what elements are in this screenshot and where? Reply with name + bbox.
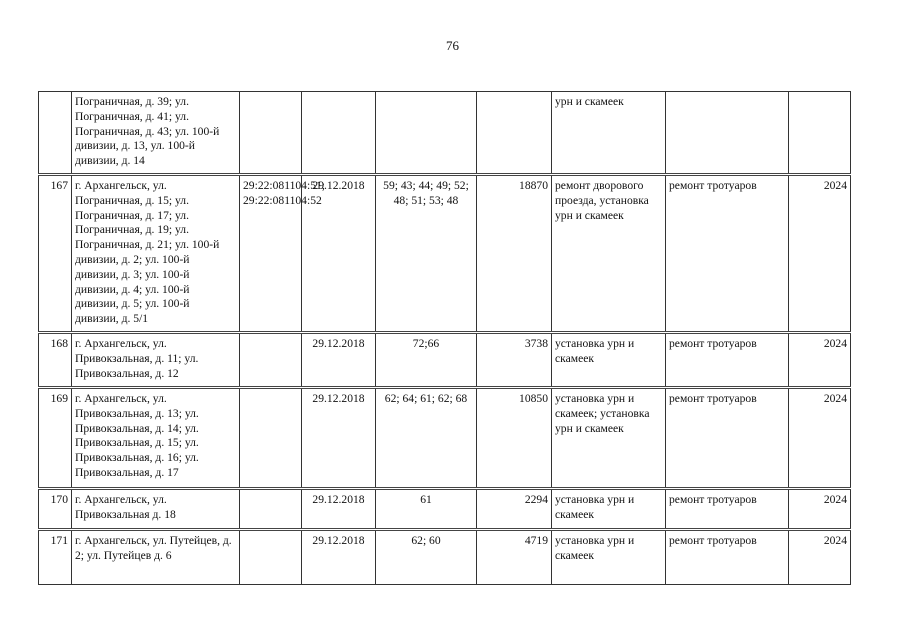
date-cell: 29.12.2018 <box>302 387 376 488</box>
year-cell: 2024 <box>789 175 851 333</box>
row-number <box>39 92 72 175</box>
additional-works-cell <box>666 92 789 175</box>
date-cell: 29.12.2018 <box>302 488 376 529</box>
area-cell: 4719 <box>477 529 552 584</box>
table-row <box>39 529 851 584</box>
works-cell: установка урн и скамеек <box>552 488 666 529</box>
units-cell: 62; 60 <box>376 529 477 584</box>
units-cell: 61 <box>376 488 477 529</box>
cadastral-cell <box>240 488 302 529</box>
date-cell: 29.12.2018 <box>302 175 376 333</box>
year-cell: 2024 <box>789 488 851 529</box>
page-number: 76 <box>446 38 459 53</box>
cadastral-cell: 29:22:081104:51; 29:22:081104:52 <box>240 175 302 333</box>
row-number: 168 <box>39 332 72 387</box>
additional-works-cell: ремонт тротуаров <box>666 332 789 387</box>
works-cell: установка урн и скамеек <box>552 332 666 387</box>
address-cell: Пограничная, д. 39; ул. Пограничная, д. 41; ул. Пограничная, д. 43; ул. 100-й дивизии, д. 13, ул. 100-й дивизии, д. 14 <box>72 92 240 175</box>
units-cell: 62; 64; 61; 62; 68 <box>376 387 477 488</box>
area-cell: 2294 <box>477 488 552 529</box>
row-number: 171 <box>39 529 72 584</box>
cadastral-cell <box>240 387 302 488</box>
table-row <box>39 175 851 333</box>
works-cell: установка урн и скамеек; установка урн и скамеек <box>552 387 666 488</box>
table-row <box>39 92 851 175</box>
address-cell: г. Архангельск, ул. Привокзальная, д. 13; ул. Привокзальная, д. 14; ул. Привокзальная, д. 15; ул. Привокзальная, д. 16; ул. Привокзальная, д. 17 <box>72 387 240 488</box>
address-cell: г. Архангельск, ул. Привокзальная, д. 11; ул. Привокзальная, д. 12 <box>72 332 240 387</box>
additional-works-cell: ремонт тротуаров <box>666 488 789 529</box>
table-row <box>39 332 851 387</box>
row-number: 169 <box>39 387 72 488</box>
date-cell: 29.12.2018 <box>302 529 376 584</box>
year-cell <box>789 92 851 175</box>
row-number: 170 <box>39 488 72 529</box>
works-cell: установка урн и скамеек <box>552 529 666 584</box>
address-cell: г. Архангельск, ул. Путейцев, д. 2; ул. Путейцев д. 6 <box>72 529 240 584</box>
additional-works-cell: ремонт тротуаров <box>666 175 789 333</box>
table-row <box>39 387 851 488</box>
row-number: 167 <box>39 175 72 333</box>
date-cell: 29.12.2018 <box>302 332 376 387</box>
cadastral-cell <box>240 92 302 175</box>
area-cell: 18870 <box>477 175 552 333</box>
year-cell: 2024 <box>789 387 851 488</box>
cadastral-cell <box>240 332 302 387</box>
cadastral-cell <box>240 529 302 584</box>
year-cell: 2024 <box>789 529 851 584</box>
address-cell: г. Архангельск, ул. Пограничная, д. 15; ул. Пограничная, д. 17; ул. Пограничная, д. 19; ул. Пограничная, д. 21; ул. 100-й дивизии, д. 2; ул. 100-й дивизии, д. 3; ул. 100-й дивизии, д. 4; ул. 100-й дивизии, д. 5; ул. 100-й дивизии, д. 5/1 <box>72 175 240 333</box>
area-cell: 3738 <box>477 332 552 387</box>
additional-works-cell: ремонт тротуаров <box>666 529 789 584</box>
address-cell: г. Архангельск, ул. Привокзальная д. 18 <box>72 488 240 529</box>
units-cell <box>376 92 477 175</box>
table-row <box>39 488 851 529</box>
year-cell: 2024 <box>789 332 851 387</box>
date-cell <box>302 92 376 175</box>
units-cell: 72;66 <box>376 332 477 387</box>
additional-works-cell: ремонт тротуаров <box>666 387 789 488</box>
works-cell: ремонт дворового проезда, установка урн и скамеек <box>552 175 666 333</box>
area-cell <box>477 92 552 175</box>
area-cell: 10850 <box>477 387 552 488</box>
works-cell: урн и скамеек <box>552 92 666 175</box>
register-table <box>38 91 851 585</box>
units-cell: 59; 43; 44; 49; 52; 48; 51; 53; 48 <box>376 175 477 333</box>
